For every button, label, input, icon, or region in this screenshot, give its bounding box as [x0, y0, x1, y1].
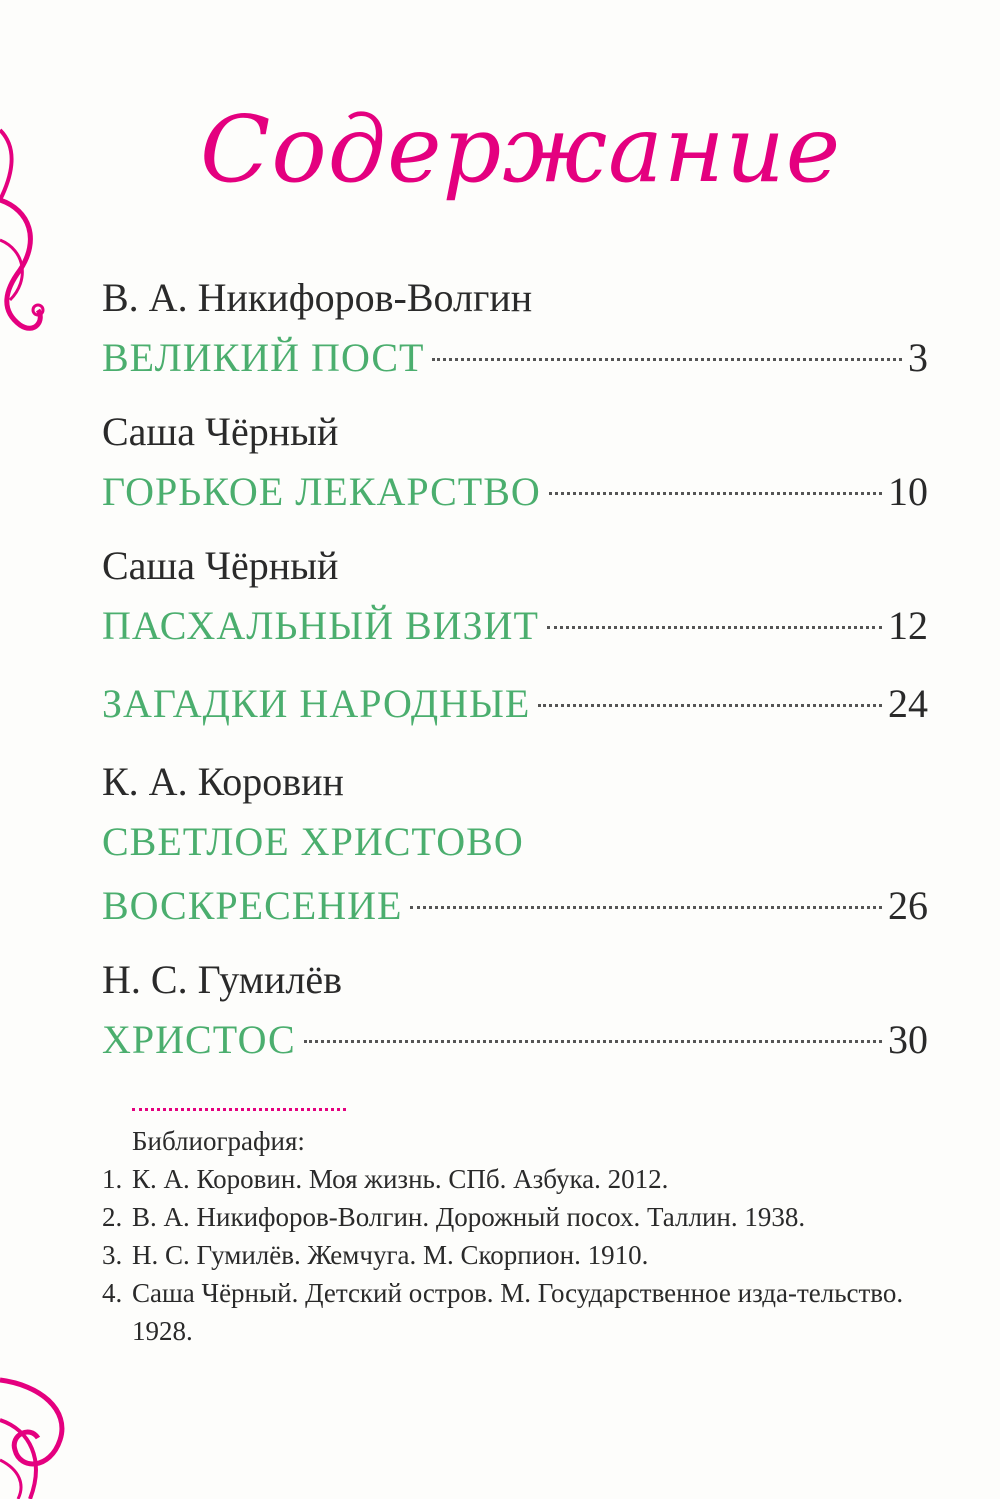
bibliography-text: К. А. Коровин. Моя жизнь. СПб. Азбука. 2012.: [132, 1164, 669, 1194]
entry-title[interactable]: ХРИСТОС: [102, 1017, 296, 1062]
entry-line: [102, 1008, 928, 1072]
bibliography-number: 3.: [102, 1240, 123, 1270]
entry-author: Н. С. Гумилёв: [102, 957, 342, 1002]
bibliography-number: 4.: [102, 1278, 123, 1308]
swirl-ornament-top: [0, 110, 60, 350]
entry-page-number: 3: [908, 335, 928, 380]
bibliography-text: Саша Чёрный. Детский остров. М. Государственное изда-тельство. 1928.: [132, 1278, 904, 1346]
entry-author: Саша Чёрный: [102, 409, 339, 454]
bibliography-item: [102, 1160, 932, 1198]
toc-entry: [102, 270, 928, 390]
bibliography-divider: [132, 1108, 346, 1111]
entry-author: Саша Чёрный: [102, 543, 339, 588]
dot-leader: [410, 905, 882, 909]
toc-entry: [102, 404, 928, 524]
entry-author: В. А. Никифоров-Волгин: [102, 275, 533, 320]
entry-title[interactable]: ВЕЛИКИЙ ПОСТ: [102, 335, 425, 380]
bibliography-item: [102, 1236, 932, 1274]
swirl-ornament-bottom: [0, 1360, 95, 1499]
dot-leader: [432, 357, 902, 361]
entry-page-number: 26: [888, 883, 928, 928]
dot-leader: [547, 625, 882, 629]
dot-leader: [538, 703, 882, 707]
entry-line: [102, 460, 928, 524]
entry-page-number: 24: [888, 681, 928, 726]
bibliography-text: Н. С. Гумилёв. Жемчуга. М. Скорпион. 1910.: [132, 1240, 649, 1270]
bibliography-number: 1.: [102, 1164, 123, 1194]
entry-page-number: 30: [888, 1017, 928, 1062]
entry-line: [102, 594, 928, 658]
entry-title[interactable]: ПАСХАЛЬНЫЙ ВИЗИТ: [102, 603, 539, 648]
entry-title[interactable]: ГОРЬКОЕ ЛЕКАРСТВО: [102, 469, 541, 514]
bibliography-item: [102, 1198, 932, 1236]
page-title: Содержание: [200, 96, 842, 203]
entry-title-line1[interactable]: СВЕТЛОЕ ХРИСТОВО: [102, 819, 524, 864]
entry-title[interactable]: ЗАГАДКИ НАРОДНЫЕ: [102, 681, 531, 726]
bibliography-heading: Библиография:: [132, 1126, 305, 1156]
dot-leader: [304, 1039, 882, 1043]
entry-line: [102, 672, 928, 736]
dot-leader: [549, 491, 882, 495]
entry-line: [102, 810, 928, 874]
toc-entry: [102, 952, 928, 1072]
table-of-contents: [102, 270, 928, 1072]
entry-line: [102, 874, 928, 938]
bibliography-item: [102, 1274, 932, 1350]
toc-entry: [102, 672, 928, 736]
bibliography-text: В. А. Никифоров-Волгин. Дорожный посох. Таллин. 1938.: [132, 1202, 806, 1232]
entry-page-number: 12: [888, 603, 928, 648]
entry-title[interactable]: ВОСКРЕСЕНИЕ: [102, 883, 403, 928]
entry-author: К. А. Коровин: [102, 759, 344, 804]
toc-entry: [102, 754, 928, 938]
entry-page-number: 10: [888, 469, 928, 514]
toc-entry: [102, 538, 928, 658]
entry-line: [102, 326, 928, 390]
bibliography-number: 2.: [102, 1202, 123, 1232]
bibliography: [102, 1122, 932, 1350]
